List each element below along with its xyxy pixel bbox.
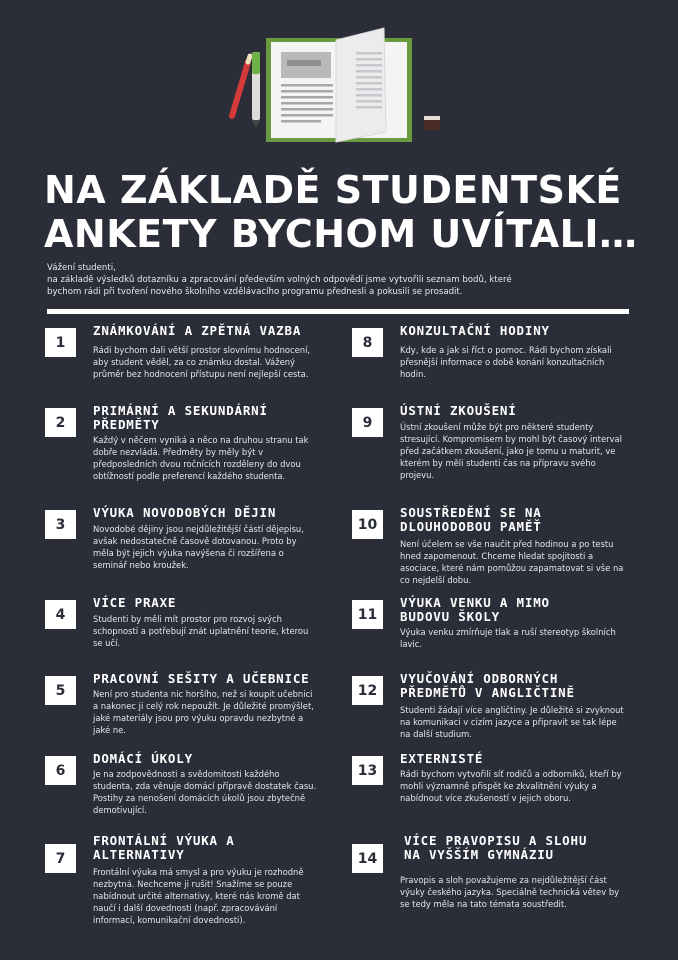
page-title — [44, 168, 664, 256]
item-text: Není pro studenta nic horšího, než si koupit učebnici a nakonec ji celý rok nepoužít. Je důležité promýšlet, jaké materiály jsou pro výuku opravdu nezbytné a jaké ne. — [93, 689, 314, 735]
item-number: 13 — [352, 756, 383, 785]
intro-line-1: Vážení studenti, — [47, 263, 116, 273]
item-title: VÍCE PRAXE — [93, 595, 177, 610]
item-number: 2 — [45, 408, 76, 437]
item-text: Rádi bychom vytvořili síť rodičů a odborníků, kteří by mohli významně přispět ke zkvalitnění výuky a nabídnout více zkušeností v jejich oboru. — [400, 769, 622, 803]
item-number: 11 — [352, 600, 383, 629]
item-number: 4 — [45, 600, 76, 629]
item-title: DOMÁCÍ ÚKOLY — [93, 751, 193, 766]
page-title-line-2: ANKETY BYCHOM UVÍTALI… — [44, 212, 638, 256]
item-text: Frontální výuka má smysl a pro výuku je rozhodně nezbytná. Nechceme ji rušit! Snažíme se pouze nabídnout určité alternativy, které nás kromě dat naučí i další dovednosti (např. zpracovávání informací, komunikační dovednosti). — [93, 867, 304, 925]
item-title: ÚSTNÍ ZKOUŠENÍ — [400, 403, 517, 418]
item-text: Ústní zkoušení může být pro některé studenty stresující. Kompromisem by mohl být časový interval před začátkem zkoušení, jako je tomu u maturit, ve kterém by měli studenti čas na přípravu svého projevu. — [400, 422, 622, 480]
intro-line-3: bychom rádi při tvoření nového školního vzdělávacího programu přednesli a pokusili se prosadit. — [47, 287, 463, 297]
item-text: Každý v něčem vyniká a něco na druhou stranu tak dobře nezvládá. Předměty by měly být v předposledních dvou ročnících rozděleny do dvou obtížností podle preferencí každého studenta. — [93, 435, 309, 481]
item-title: PRIMÁRNÍ A SEKUNDÁRNÍ PŘEDMĚTY — [93, 403, 268, 432]
item-number: 10 — [352, 510, 383, 539]
red-pencil-icon — [232, 56, 250, 116]
item-title: KONZULTAČNÍ HODINY — [400, 323, 550, 338]
intro-text — [47, 262, 637, 298]
item-number: 8 — [352, 328, 383, 357]
item-text: Je na zodpovědnosti a svědomitosti každého studenta, zda věnuje domácí přípravě dostatek času. Postihy za nenošení domácích úkolů jsou zbytečně demotivující. — [93, 769, 317, 815]
item-title: VÝUKA NOVODOBÝCH DĚJIN — [93, 505, 277, 520]
item-title: SOUSTŘEDĚNÍ SE NA DLOUHODOBOU PAMĚŤ — [400, 505, 542, 534]
green-pen-icon — [252, 52, 260, 128]
item-number: 5 — [45, 676, 76, 705]
item-number: 1 — [45, 328, 76, 357]
item-title: EXTERNISTÉ — [400, 751, 484, 766]
item-text: Pravopis a sloh považujeme za nejdůležitější část výuky českého jazyka. Speciálně technická větev by se tedy měla na tato témata soustředit. — [400, 875, 620, 909]
book-and-pencils-illustration — [0, 0, 678, 160]
item-number: 14 — [352, 844, 383, 873]
item-text: Novodobé dějiny jsou nejdůležitější částí dějepisu, avšak nedostatečně časově dotovanou. Proto by měla být jejich výuka navýšena či rozšířena o seminář nebo kroužek. — [93, 524, 304, 570]
item-title: PRACOVNÍ SEŠITY A UČEBNICE — [93, 671, 310, 686]
open-book-icon — [266, 28, 412, 142]
item-title: VYUČOVÁNÍ ODBORNÝCH PŘEDMĚTŮ V ANGLIČTINĚ — [400, 671, 575, 700]
intro-line-2: na základě výsledků dotazníku a zpracování především volných odpovědí jsme vytvořili seznam bodů, které — [47, 275, 512, 285]
item-title: VÍCE PRAVOPISU A SLOHU NA VYŠŠÍM GYMNÁZIU — [404, 833, 588, 862]
item-title: FRONTÁLNÍ VÝUKA A ALTERNATIVY — [93, 833, 235, 862]
divider — [47, 309, 629, 314]
item-number: 9 — [352, 408, 383, 437]
item-text: Studenti žádají více angličtiny. Je důležité si zvyknout na komunikaci v cizím jazyce a připravit se tak lépe na další studium. — [400, 705, 624, 739]
item-text: Kdy, kde a jak si říct o pomoc. Rádi bychom získali přesnější informace o době konání konzultačních hodin. — [400, 345, 612, 379]
item-text: Výuka venku zmírňuje tlak a ruší stereotyp školních lavic. — [400, 627, 616, 649]
item-number: 7 — [45, 844, 76, 873]
item-number: 12 — [352, 676, 383, 705]
page-title-line-1: NA ZÁKLADĚ STUDENTSKÉ — [44, 168, 622, 212]
item-number: 3 — [45, 510, 76, 539]
eraser-icon — [424, 116, 440, 130]
item-text: Studenti by měli mít prostor pro rozvoj svých schopností a potřebují znát uplatnění teorie, kterou se učí. — [93, 614, 309, 648]
item-title: ZNÁMKOVÁNÍ A ZPĚTNÁ VAZBA — [93, 323, 302, 338]
item-title: VÝUKA VENKU A MIMO BUDOVU ŠKOLY — [400, 595, 550, 624]
item-text: Rádi bychom dali větší prostor slovnímu hodnocení, aby student věděl, za co známku dostal. Vážený průměr bez hodnocení přístupu není nejlepší cesta. — [93, 345, 311, 379]
item-text: Není účelem se vše naučit před hodinou a po testu hned zapomenout. Chceme hledat spojitosti a asociace, které nám pomůžou zapamatovat si vše na co nejdelší dobu. — [400, 539, 624, 585]
item-number: 6 — [45, 756, 76, 785]
